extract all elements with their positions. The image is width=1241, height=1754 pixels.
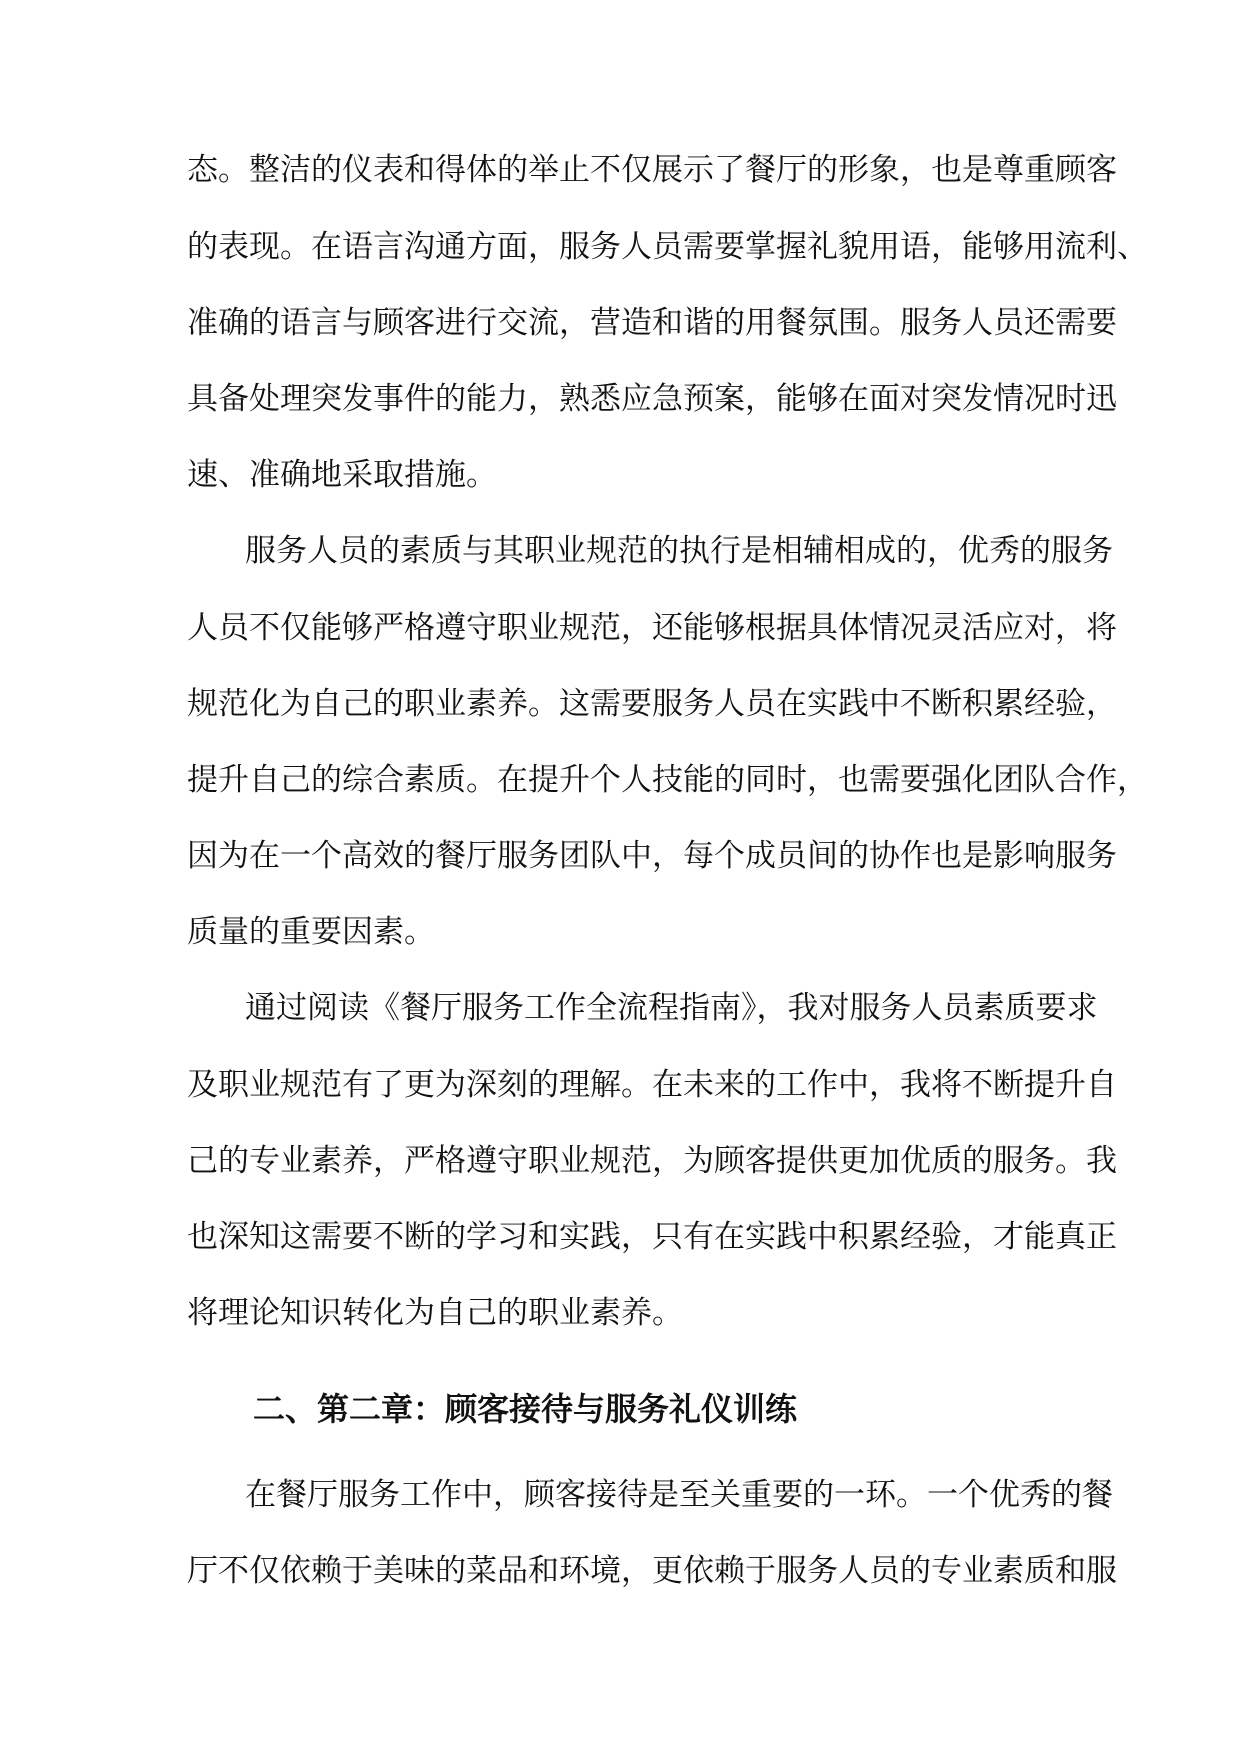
paragraph-2-line-3: 规范化为自己的职业素养。这需要服务人员在实践中不断积累经验， <box>187 686 1117 722</box>
paragraph-3-line-1: 通过阅读《餐厅服务工作全流程指南》，我对服务人员素质要求 <box>245 990 1098 1026</box>
paragraph-3-line-2: 及职业规范有了更为深刻的理解。在未来的工作中，我将不断提升自 <box>187 1067 1117 1103</box>
paragraph-1-line-3: 准确的语言与顾客进行交流，营造和谐的用餐氛围。服务人员还需要 <box>187 305 1117 341</box>
paragraph-4-line-1: 在餐厅服务工作中，顾客接待是至关重要的一环。一个优秀的餐 <box>245 1477 1113 1513</box>
paragraph-2-line-1: 服务人员的素质与其职业规范的执行是相辅相成的，优秀的服务 <box>245 533 1113 569</box>
paragraph-1-line-4: 具备处理突发事件的能力，熟悉应急预案，能够在面对突发情况时迅 <box>187 381 1117 417</box>
paragraph-2-line-6: 质量的重要因素。 <box>187 914 435 950</box>
paragraph-2-line-5: 因为在一个高效的餐厅服务团队中，每个成员间的协作也是影响服务 <box>187 838 1117 874</box>
paragraph-1-line-1: 态。整洁的仪表和得体的举止不仅展示了餐厅的形象，也是尊重顾客 <box>187 152 1117 188</box>
paragraph-3-line-4: 也深知这需要不断的学习和实践，只有在实践中积累经验，才能真正 <box>187 1219 1117 1255</box>
paragraph-3-line-5: 将理论知识转化为自己的职业素养。 <box>187 1295 683 1331</box>
paragraph-4-line-2: 厅不仅依赖于美味的菜品和环境，更依赖于服务人员的专业素质和服 <box>187 1553 1117 1589</box>
chapter-heading: 二、第二章：顾客接待与服务礼仪训练 <box>253 1390 798 1428</box>
paragraph-2-line-2: 人员不仅能够严格遵守职业规范，还能够根据具体情况灵活应对，将 <box>187 610 1117 646</box>
paragraph-1-line-2: 的表现。在语言沟通方面，服务人员需要掌握礼貌用语，能够用流利、 <box>187 229 1148 265</box>
paragraph-3-line-3: 己的专业素养，严格遵守职业规范，为顾客提供更加优质的服务。我 <box>187 1143 1117 1179</box>
paragraph-1-line-5: 速、准确地采取措施。 <box>187 457 497 493</box>
paragraph-2-line-4: 提升自己的综合素质。在提升个人技能的同时，也需要强化团队合作， <box>187 762 1148 798</box>
